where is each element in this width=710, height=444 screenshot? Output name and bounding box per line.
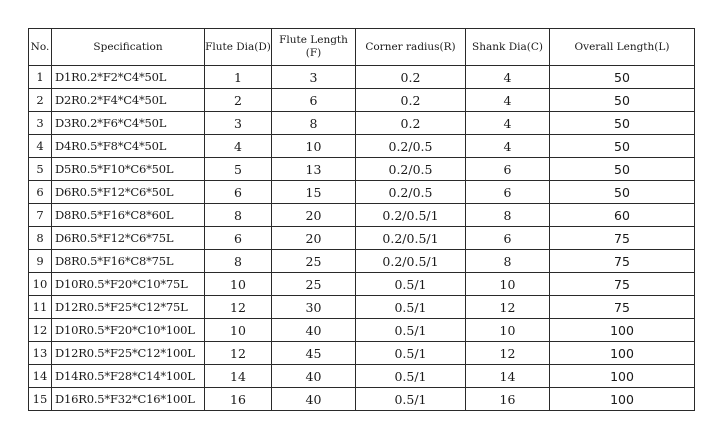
- table-row: [29, 204, 695, 227]
- cell-flute-length: 8: [272, 112, 356, 135]
- table-header: [29, 29, 695, 66]
- cell-flute-dia: 12: [205, 296, 272, 319]
- cell-flute-length: 45: [272, 342, 356, 365]
- cell-overall-length: 50: [550, 89, 695, 112]
- cell-shank-dia: 4: [466, 112, 550, 135]
- cell-corner-radius: 0.2: [356, 66, 466, 89]
- header-corner-radius: Corner radius(R): [356, 29, 466, 66]
- cell-overall-length: 50: [550, 135, 695, 158]
- cell-overall-length: 50: [550, 66, 695, 89]
- cell-corner-radius: 0.5/1: [356, 273, 466, 296]
- cell-no: 13: [29, 342, 52, 365]
- header-row: [29, 29, 695, 66]
- cell-flute-dia: 6: [205, 227, 272, 250]
- header-flute-dia: Flute Dia(D): [205, 29, 272, 66]
- cell-flute-dia: 1: [205, 66, 272, 89]
- cell-no: 12: [29, 319, 52, 342]
- cell-corner-radius: 0.5/1: [356, 388, 466, 411]
- cell-shank-dia: 4: [466, 89, 550, 112]
- cell-no: 14: [29, 365, 52, 388]
- table-row: [29, 296, 695, 319]
- cell-flute-dia: 5: [205, 158, 272, 181]
- cell-flute-length: 30: [272, 296, 356, 319]
- cell-overall-length: 50: [550, 158, 695, 181]
- cell-flute-dia: 4: [205, 135, 272, 158]
- cell-no: 2: [29, 89, 52, 112]
- specification-table: [28, 28, 695, 411]
- cell-flute-length: 6: [272, 89, 356, 112]
- cell-no: 3: [29, 112, 52, 135]
- cell-flute-length: 20: [272, 227, 356, 250]
- cell-corner-radius: 0.2: [356, 112, 466, 135]
- cell-overall-length: 50: [550, 112, 695, 135]
- cell-overall-length: 100: [550, 319, 695, 342]
- table-row: [29, 250, 695, 273]
- header-specification: Specification: [52, 29, 205, 66]
- cell-overall-length: 75: [550, 273, 695, 296]
- cell-shank-dia: 6: [466, 181, 550, 204]
- cell-overall-length: 100: [550, 342, 695, 365]
- cell-overall-length: 100: [550, 388, 695, 411]
- table-row: [29, 135, 695, 158]
- spec-sheet: [28, 28, 695, 411]
- cell-corner-radius: 0.5/1: [356, 365, 466, 388]
- cell-flute-length: 25: [272, 273, 356, 296]
- cell-flute-dia: 6: [205, 181, 272, 204]
- cell-corner-radius: 0.2/0.5: [356, 135, 466, 158]
- cell-flute-dia: 3: [205, 112, 272, 135]
- cell-shank-dia: 12: [466, 296, 550, 319]
- header-flute-length: Flute Length (F): [272, 29, 356, 66]
- cell-shank-dia: 6: [466, 158, 550, 181]
- cell-flute-length: 3: [272, 66, 356, 89]
- cell-flute-dia: 10: [205, 319, 272, 342]
- cell-corner-radius: 0.5/1: [356, 319, 466, 342]
- cell-specification: D10R0.5*F20*C10*75L: [52, 273, 205, 296]
- cell-flute-length: 20: [272, 204, 356, 227]
- cell-flute-dia: 2: [205, 89, 272, 112]
- cell-shank-dia: 4: [466, 66, 550, 89]
- cell-no: 4: [29, 135, 52, 158]
- table-row: [29, 319, 695, 342]
- table-row: [29, 112, 695, 135]
- cell-corner-radius: 0.2/0.5: [356, 181, 466, 204]
- cell-overall-length: 75: [550, 250, 695, 273]
- cell-no: 1: [29, 66, 52, 89]
- cell-specification: D10R0.5*F20*C10*100L: [52, 319, 205, 342]
- header-overall-length: Overall Length(L): [550, 29, 695, 66]
- cell-specification: D16R0.5*F32*C16*100L: [52, 388, 205, 411]
- table-row: [29, 365, 695, 388]
- cell-flute-length: 40: [272, 365, 356, 388]
- cell-corner-radius: 0.2/0.5/1: [356, 204, 466, 227]
- table-body: [29, 66, 695, 411]
- cell-no: 7: [29, 204, 52, 227]
- cell-specification: D8R0.5*F16*C8*60L: [52, 204, 205, 227]
- cell-corner-radius: 0.5/1: [356, 342, 466, 365]
- cell-no: 8: [29, 227, 52, 250]
- cell-specification: D5R0.5*F10*C6*50L: [52, 158, 205, 181]
- cell-specification: D4R0.5*F8*C4*50L: [52, 135, 205, 158]
- cell-flute-dia: 16: [205, 388, 272, 411]
- cell-flute-length: 10: [272, 135, 356, 158]
- cell-no: 11: [29, 296, 52, 319]
- header-shank-dia: Shank Dia(C): [466, 29, 550, 66]
- cell-shank-dia: 4: [466, 135, 550, 158]
- table-row: [29, 181, 695, 204]
- cell-overall-length: 75: [550, 227, 695, 250]
- cell-specification: D3R0.2*F6*C4*50L: [52, 112, 205, 135]
- cell-shank-dia: 16: [466, 388, 550, 411]
- table-row: [29, 158, 695, 181]
- cell-specification: D12R0.5*F25*C12*75L: [52, 296, 205, 319]
- cell-no: 5: [29, 158, 52, 181]
- cell-flute-length: 25: [272, 250, 356, 273]
- cell-overall-length: 100: [550, 365, 695, 388]
- cell-flute-dia: 12: [205, 342, 272, 365]
- cell-flute-dia: 8: [205, 250, 272, 273]
- cell-corner-radius: 0.2/0.5/1: [356, 250, 466, 273]
- cell-specification: D14R0.5*F28*C14*100L: [52, 365, 205, 388]
- cell-overall-length: 75: [550, 296, 695, 319]
- cell-corner-radius: 0.2: [356, 89, 466, 112]
- table-row: [29, 66, 695, 89]
- cell-specification: D6R0.5*F12*C6*50L: [52, 181, 205, 204]
- cell-specification: D12R0.5*F25*C12*100L: [52, 342, 205, 365]
- cell-no: 15: [29, 388, 52, 411]
- cell-no: 6: [29, 181, 52, 204]
- cell-flute-length: 40: [272, 319, 356, 342]
- cell-overall-length: 60: [550, 204, 695, 227]
- cell-specification: D2R0.2*F4*C4*50L: [52, 89, 205, 112]
- header-no: No.: [29, 29, 52, 66]
- cell-flute-length: 40: [272, 388, 356, 411]
- table-row: [29, 89, 695, 112]
- cell-flute-dia: 8: [205, 204, 272, 227]
- cell-overall-length: 50: [550, 181, 695, 204]
- cell-no: 10: [29, 273, 52, 296]
- table-row: [29, 227, 695, 250]
- table-row: [29, 273, 695, 296]
- cell-flute-length: 15: [272, 181, 356, 204]
- cell-shank-dia: 10: [466, 273, 550, 296]
- cell-shank-dia: 8: [466, 250, 550, 273]
- cell-shank-dia: 6: [466, 227, 550, 250]
- cell-flute-dia: 10: [205, 273, 272, 296]
- cell-corner-radius: 0.2/0.5: [356, 158, 466, 181]
- cell-shank-dia: 14: [466, 365, 550, 388]
- table-row: [29, 388, 695, 411]
- cell-corner-radius: 0.2/0.5/1: [356, 227, 466, 250]
- cell-corner-radius: 0.5/1: [356, 296, 466, 319]
- table-row: [29, 342, 695, 365]
- cell-specification: D1R0.2*F2*C4*50L: [52, 66, 205, 89]
- cell-shank-dia: 10: [466, 319, 550, 342]
- cell-specification: D6R0.5*F12*C6*75L: [52, 227, 205, 250]
- cell-shank-dia: 8: [466, 204, 550, 227]
- cell-shank-dia: 12: [466, 342, 550, 365]
- cell-specification: D8R0.5*F16*C8*75L: [52, 250, 205, 273]
- cell-flute-length: 13: [272, 158, 356, 181]
- cell-no: 9: [29, 250, 52, 273]
- cell-flute-dia: 14: [205, 365, 272, 388]
